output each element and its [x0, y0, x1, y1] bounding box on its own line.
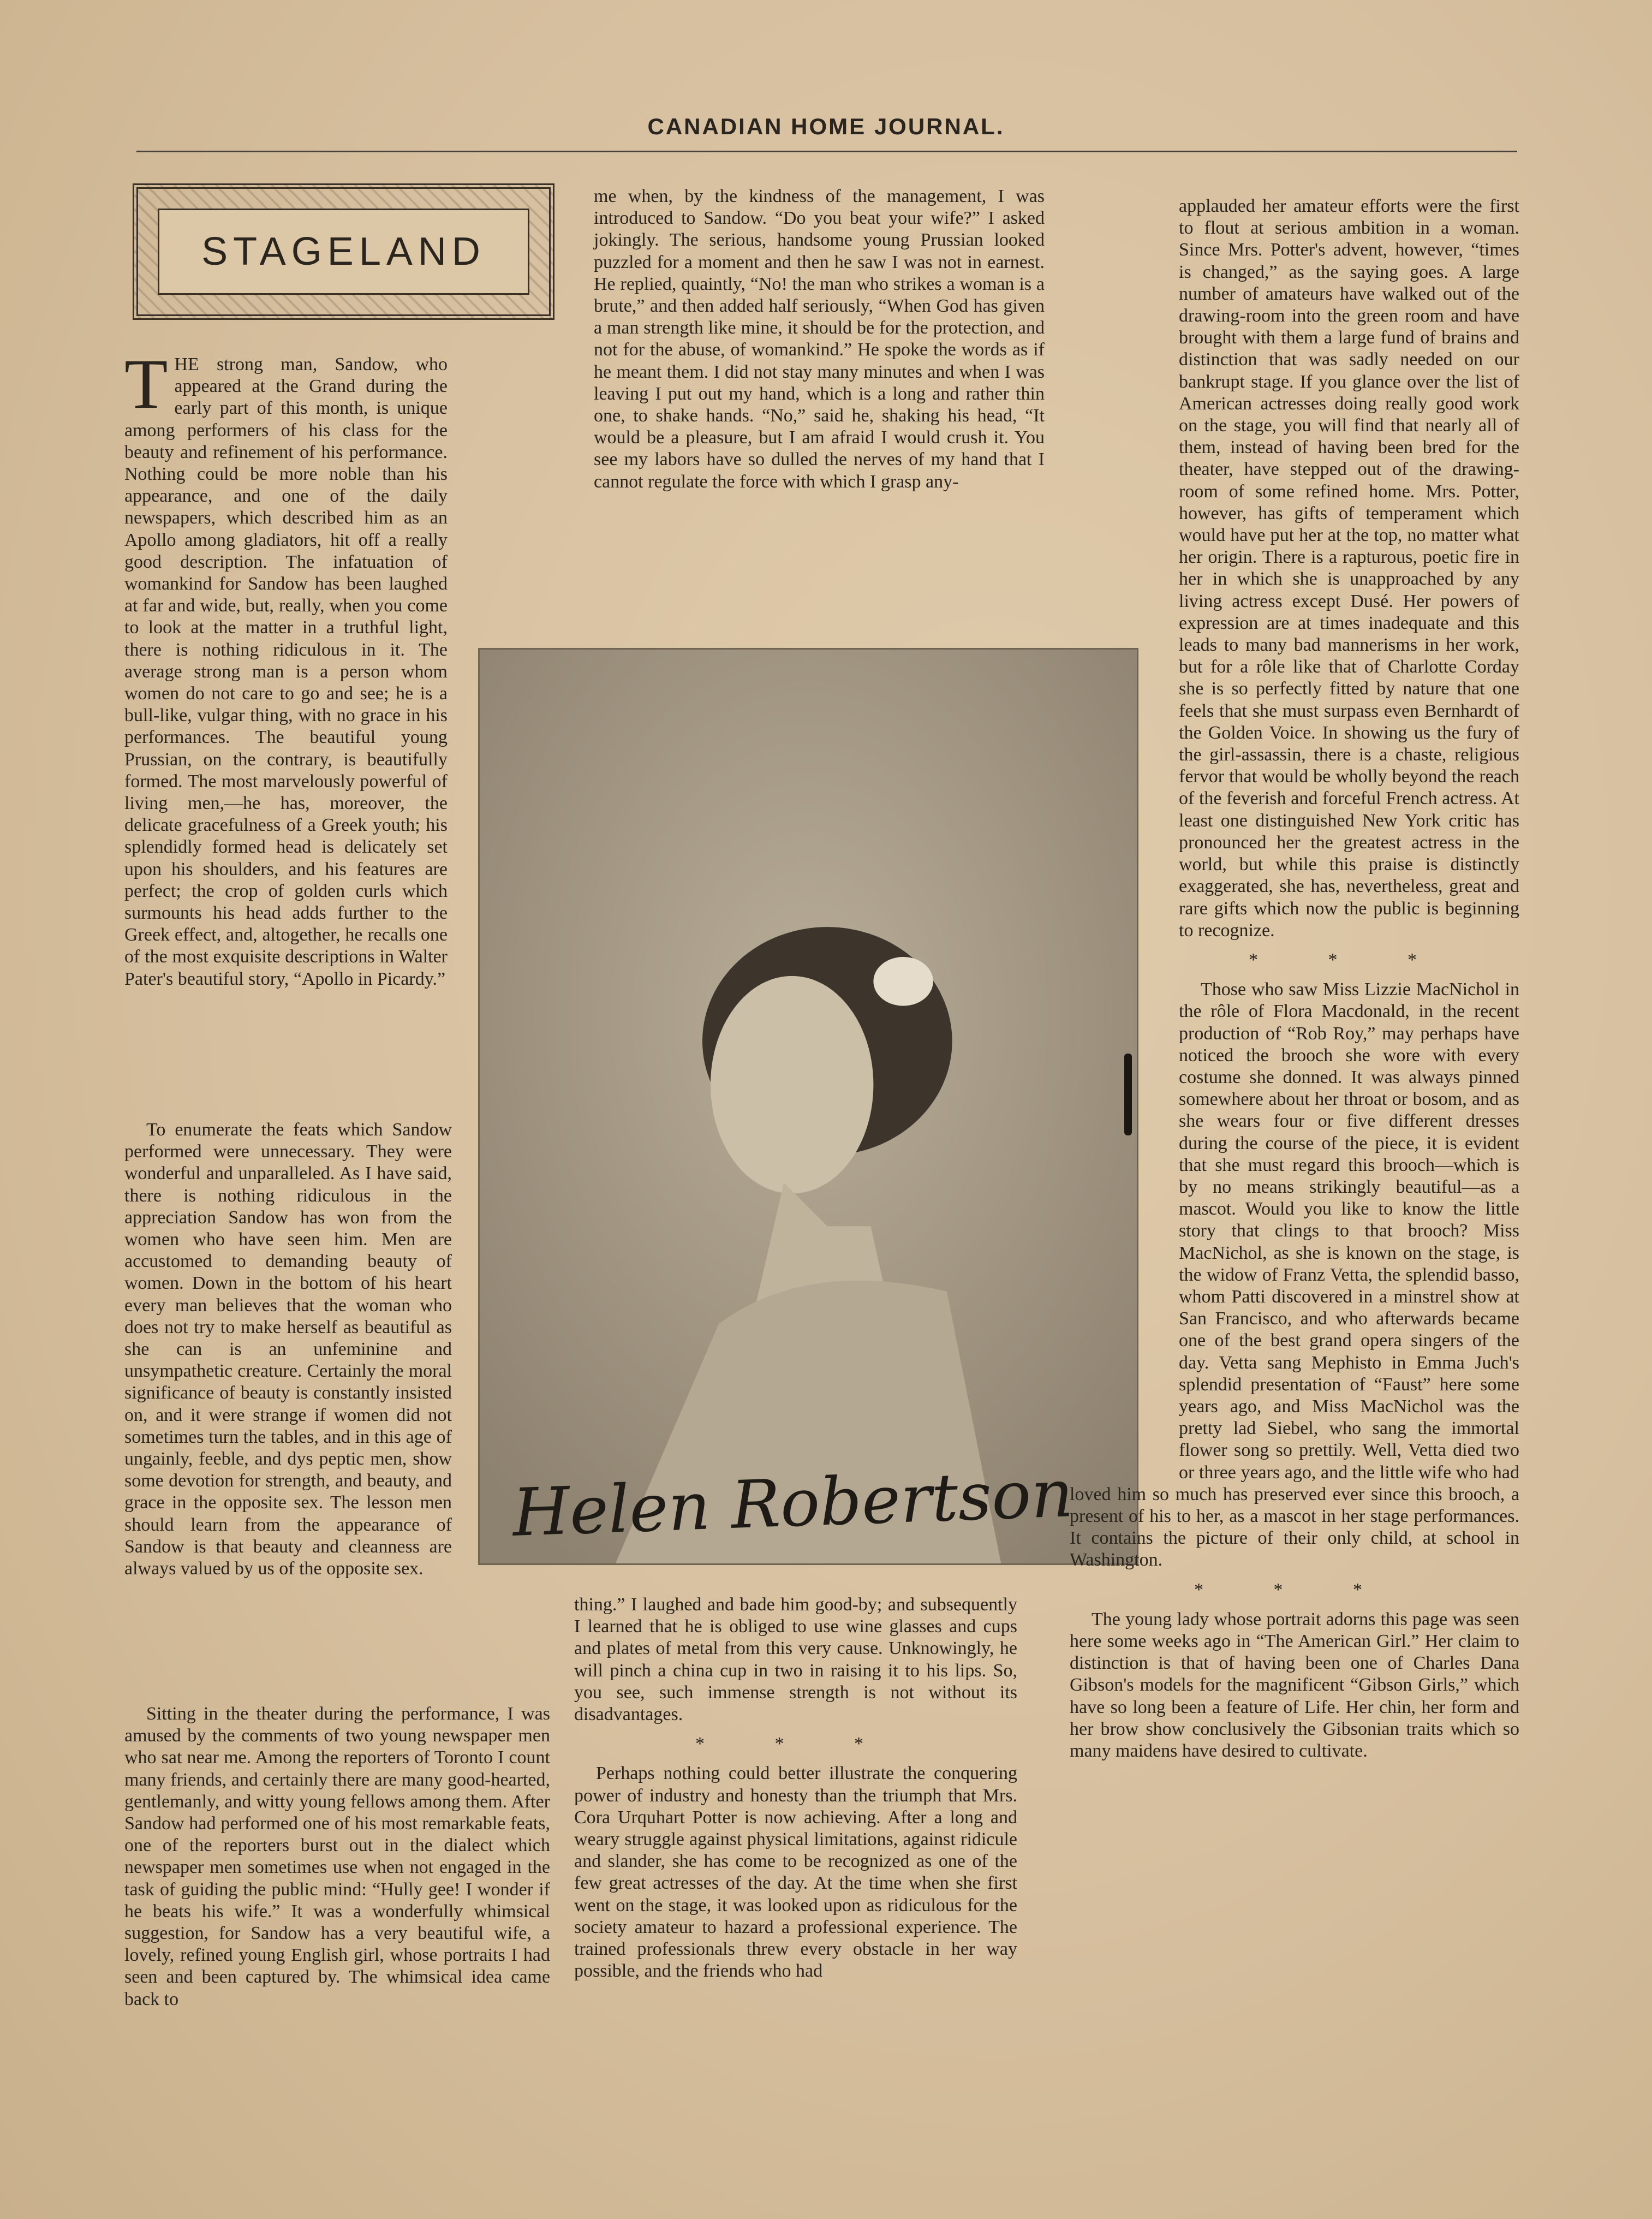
paragraph-amateurs: applauded her amateur efforts were the first to flout at serious ambition in a woman. Since Mrs. Potter's advent, however, “times is changed,” as the saying goes. A large number of amateurs have walked out of the drawing-room into the green room and have brought with them a large fund of brains and distinction that was sadly needed on our bankrupt stage. If you glance over the list of American actresses doing really good work on the stage, you will find that nearly all of them, instead of having been bred for the theater, have stepped out of the drawing-room of some refined home. Mrs. Potter, however, has gifts of temperament which would have put her at the top, no matter what her origin. There is a rapturous, poetic fire in her in which she is unapproached by any living actress except Dusé. Her powers of expression are at times inadequate and this leads to many bad mannerisms in her work, but for a rôle like that of Charlotte Corday she is so perfectly fitted by nature that one feels that she must surpass even Bernhardt of the Golden Voice. In showing us the fury of the girl-assassin, there is a chaste, religious fervor that would be wholly beyond the reach of the feverish and forceful French actress. At least one distinguished New York critic has pronounced her the greatest actress in the world, but while this praise is distinctly exaggerated, she has, nevertheless, great and rare gifts which now the public is beginning to recognize.: [1179, 196, 1519, 941]
column-2-top: [594, 186, 1045, 493]
portrait-signature: Helen Robertson: [511, 1456, 1075, 1551]
journal-header: CANADIAN HOME JOURNAL.: [647, 114, 1005, 139]
column-1-lower: [124, 1119, 452, 1580]
paragraph-china-cup: thing.” I laughed and bade him good-by; and subsequently I learned that he is obliged to use wine glasses and cups and plates of metal from this very cause. Unknowingly, he will pinch a china cup in two in raising it to his lips. So, you see, such immense strength is not without its disadvantages.: [574, 1595, 1017, 1725]
section-title: STAGELAND: [201, 230, 486, 273]
drop-cap: T: [124, 345, 168, 424]
section-divider: * * *: [695, 1734, 896, 1754]
section-title-box: [133, 183, 554, 320]
portrait-photo: [478, 648, 1138, 1565]
paragraph-sandow-meeting: me when, by the kindness of the management, I was introduced to Sandow. “Do you beat your wife?” I asked jokingly. The serious, handsome young Prussian looked puzzled for a moment and then he saw I was not in earnest. He replied, quaintly, “No! the man who strikes a woman is a brute,” and then added half seriously, “When God has given a man strength like mine, it should be for the protection, and not for the abuse, of womankind.” He spoke the words as if he meant them. I did not stay many minutes and when I was leaving I put out my hand, which is a long and rather thin one, to shake hands. “No,” said he, shaking his head, “It would be a pleasure, but I am afraid I would crush it. You see my labors have so dulled the nerves of my hand that I cannot regulate the force with which I grasp any-: [594, 186, 1045, 492]
paragraph-portrait-caption: The young lady whose portrait adorns this page was seen here some weeks ago in “The American Girl.” Her claim to distinction is that of having been one of Charles Dana Gibson's models for the magnificent “Gibson Girls,” which have so long been a feature of Life. Her chin, her form and her brow show conclusively the Gibsonian traits which so many maidens have desired to cultivate.: [1070, 1609, 1519, 1762]
column-2-bottom: [574, 1594, 1017, 1982]
intro-text: HE strong man, Sandow, who appeared at the Grand during the early part of this month, is unique among performers of his class for the beauty and refinement of his performance. Nothing could be more noble than his appearance, and one of the daily newspapers, which described him as an Apollo among gladiators, hit off a really good description. The infatuation of womankind for Sandow has been laughed at far and wide, but, really, when you come to look at the matter in a truthful light, there is nothing ridiculous in it. The average strong man is a person whom women do not care to go and see; he is a bull-like, vulgar thing, with no grace in his performances. The beautiful young Prussian, on the contrary, is beautifully formed. The most marvelously powerful of living men,—he has, moreover, the delicate gracefulness of a Greek youth; his splendidly formed head is delicately set upon his shoulders, and his features are perfect; the crop of golden curls which surmounts his head adds further to the Greek effect, and, altogether, he recalls one of the most exquisite descriptions in Walter Pater's beautiful story, “Apollo in Picardy.”: [124, 354, 448, 989]
section-divider: * * *: [1194, 1579, 1395, 1600]
column-3: [1070, 195, 1519, 1762]
header-rule: [136, 151, 1517, 152]
paragraph-sandow-feats: To enumerate the feats which Sandow performed were unnecessary. They were wonderful and unparalleled. As I have said, there is nothing ridiculous in the appreciation Sandow has won from the women who have seen him. Men are accustomed to demanding beauty of women. Down in the bottom of his heart every man believes that the woman who does not try to make herself as beautiful as she can is an unfeminine and unsympathetic creature. Certainly the moral significance of beauty is constantly insisted on, and it were strange if women did not sometimes turn the tables, and in this age of ungainly, feeble, and dys peptic men, show some devotion for strength, and beauty, and grace in the opposite sex. The lesson men should learn from the appearance of Sandow is that beauty and cleanness are always valued by us of the opposite sex.: [124, 1120, 452, 1579]
portrait-image: [480, 650, 1137, 1563]
paragraph-theater: Sitting in the theater during the performance, I was amused by the comments of two young newspaper men who sat near me. Among the reporters of Toronto I count many friends, and certainly there are many good-hearted, gentlemanly, and witty young fellows among them. After Sandow had performed one of his most remarkable feats, one of the reporters burst out in the dialect which newspaper men sometimes use when not engaged in the task of guiding the public mind: “Hully gee! I wonder if he beats his wife.” It was a wonderfully whimsical suggestion, for Sandow has a very beautiful wife, a lovely, refined young English girl, whose portraits I had seen and been captured by. The whimsical idea came back to: [124, 1704, 550, 2009]
section-divider: * * *: [1249, 949, 1450, 970]
paragraph-mrs-potter: Perhaps nothing could better illustrate the conquering power of industry and honesty than the triumph that Mrs. Cora Urquhart Potter is now achieving. After a long and weary struggle against physical limitations, against ridicule and slander, she has come to be recognized as one of the few great actresses of the day. At the time when she first went on the stage, it was looked upon as ridiculous for the society amateur to hazard a professional experience. The trained professionals threw every obstacle in her way possible, and the friends who had: [574, 1763, 1017, 1982]
column-1-bottom: [124, 1703, 550, 2010]
section-title-frame: [158, 209, 529, 295]
paragraph-brooch: Those who saw Miss Lizzie MacNichol in the rôle of Flora Macdonald, in the recent production of “Rob Roy,” may perhaps have noticed the brooch she wore with every costume she donned. It was always pinned somewhere about her throat or bosom, and as she wears four or five different dresses during the course of the piece, it is evident that she must regard this brooch—which is by no means strikingly beautiful—as a mascot. Would you like to know the little story that clings to that brooch? Miss MacNichol, as she is known on the stage, is the widow of Franz Vetta, the splendid basso, whom Patti discovered in a minstrel show at San Francisco, and who afterwards became one of the best grand opera singers of the day. Vetta sang Mephisto in Emma Juch's splendid presentation of “Faust” here some years ago, and Miss MacNichol was the pretty lad Siebel, who sang the immortal flower song so prettily. Well, Vetta died two or three years ago, and the little wife who had loved him so much has preserved ever since this brooch, a present of his to her, as a mascot in her stage performances. It contains the picture of their only child, at school in Washington.: [1070, 979, 1519, 1570]
